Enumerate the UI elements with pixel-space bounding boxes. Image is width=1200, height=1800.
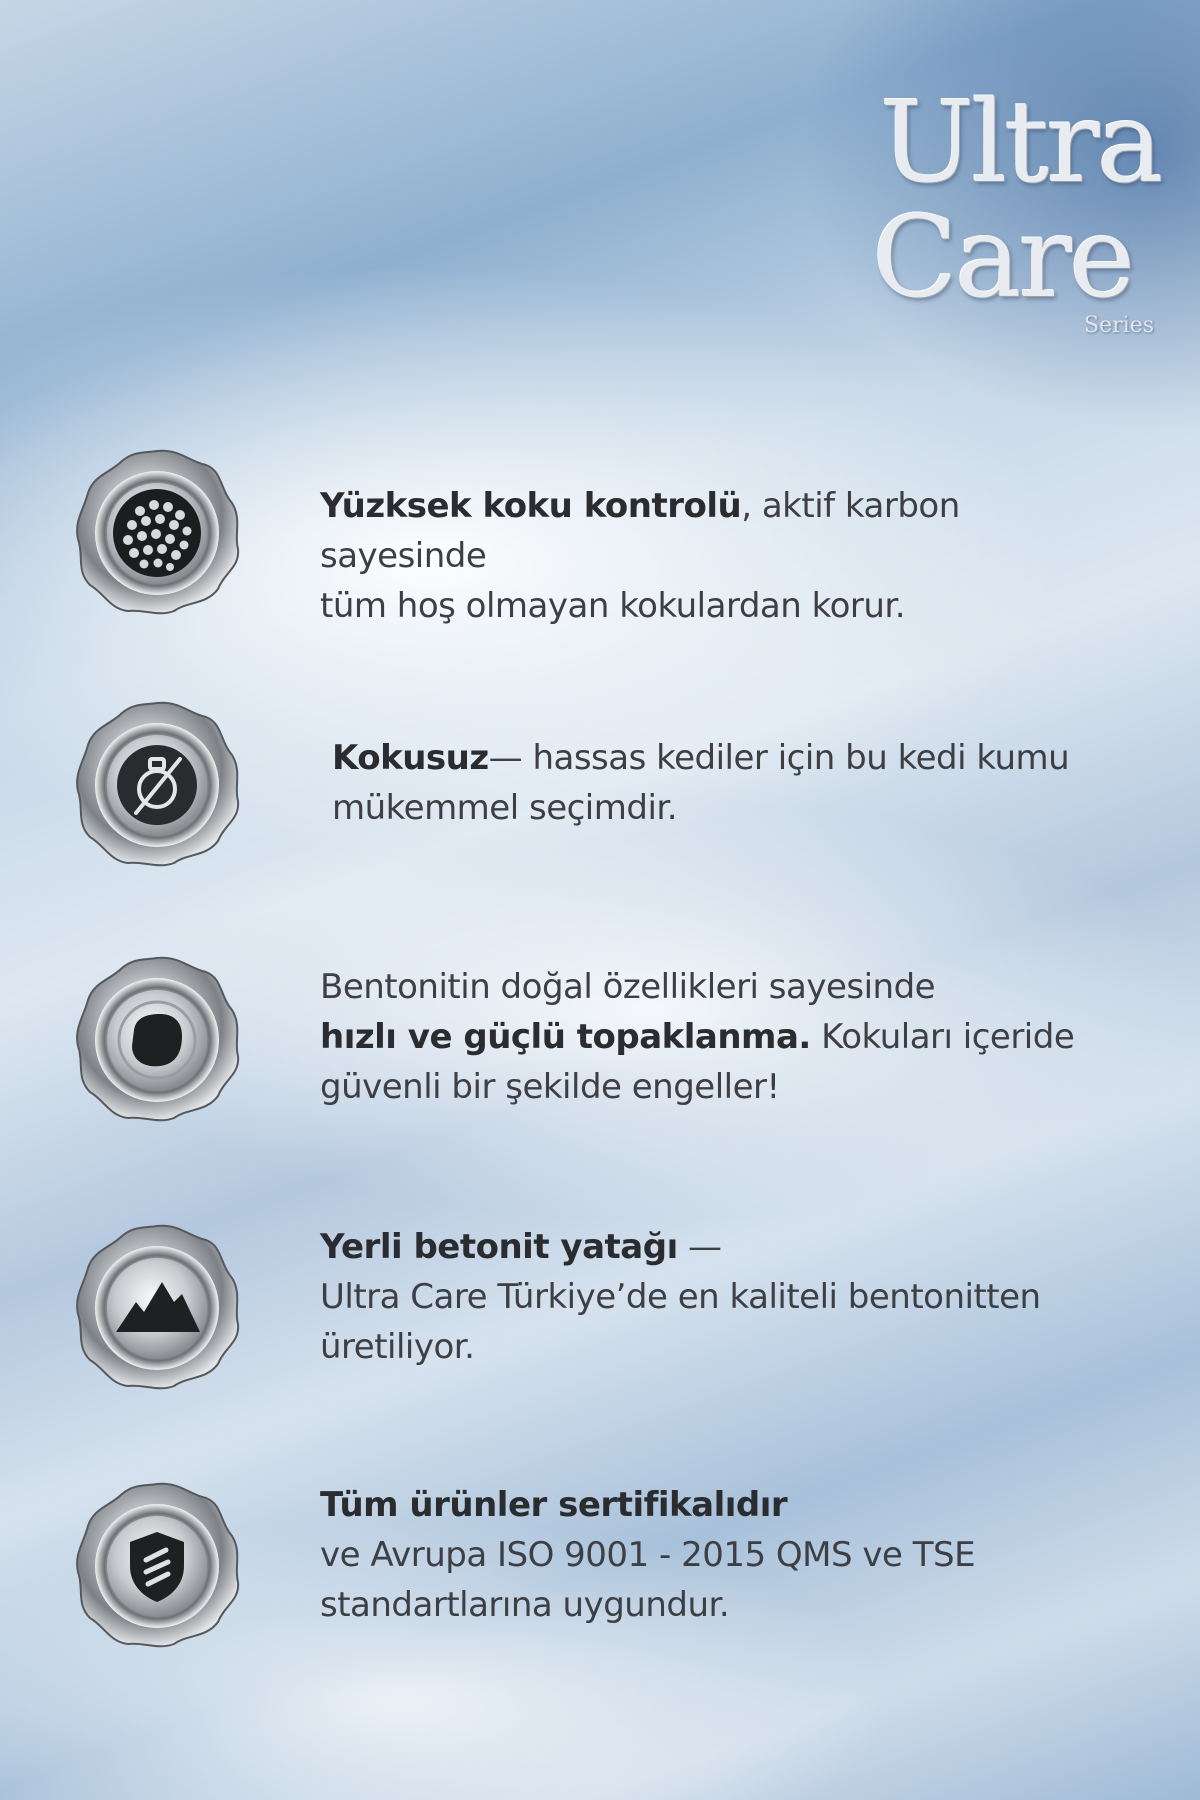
- feature-desc-line: standartlarına uygundur.: [320, 1585, 730, 1625]
- feature-text: [320, 481, 1120, 631]
- feature-title: Kokusuz: [332, 738, 489, 778]
- logo-line-care: Care: [872, 193, 1133, 323]
- mountain-icon: [70, 1220, 245, 1395]
- feature-text: [320, 1222, 1120, 1372]
- feature-title: Yüzksek koku kontrolü: [320, 486, 742, 526]
- feature-desc-line: üretiliyor.: [320, 1327, 475, 1367]
- feature-desc-line: mükemmel seçimdir.: [332, 788, 678, 828]
- logo-line-ultra: Ultra: [880, 78, 1161, 208]
- feature-desc: Kokuları içeride: [810, 1017, 1075, 1057]
- feature-desc: , aktif karbon sayesinde: [320, 486, 960, 576]
- feature-title: hızlı ve güçlü topaklanma.: [320, 1017, 811, 1057]
- brand-logo: [872, 78, 1172, 348]
- carbon-sphere-icon: [70, 445, 245, 620]
- feature-desc-line: tüm hoş olmayan kokulardan korur.: [320, 586, 906, 626]
- feature-text: [320, 962, 1120, 1112]
- no-perfume-icon: [70, 697, 245, 872]
- feature-desc: — hassas kediler için bu kedi kumu: [488, 738, 1070, 778]
- logo-line-series: Series: [1084, 313, 1154, 338]
- feature-desc: —: [677, 1227, 722, 1267]
- feature-desc-line: Ultra Care Türkiye’de en kaliteli bentonitten: [320, 1277, 1041, 1317]
- shield-icon: [70, 1478, 245, 1653]
- feature-title: Yerli betonit yatağı: [320, 1227, 678, 1267]
- feature-text: [320, 1480, 1120, 1630]
- feature-title: Tüm ürünler sertifikalıdır: [320, 1485, 788, 1525]
- feature-desc-line: ve Avrupa ISO 9001 - 2015 QMS ve TSE: [320, 1535, 976, 1575]
- feature-desc-line: güvenli bir şekilde engeller!: [320, 1067, 780, 1107]
- feature-desc-line: Bentonitin doğal özellikleri sayesinde: [320, 967, 936, 1007]
- feature-text: [332, 733, 1132, 833]
- clump-icon: [70, 952, 245, 1127]
